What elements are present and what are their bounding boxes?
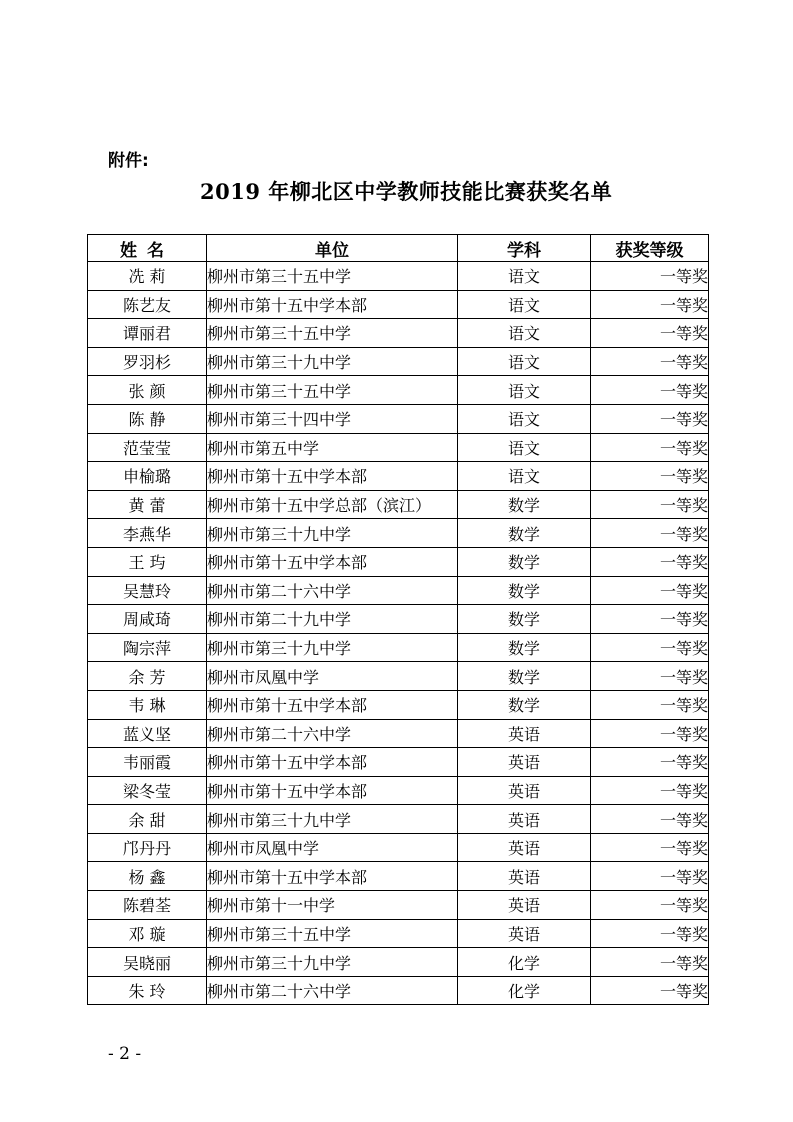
cell-award: 一等奖 bbox=[591, 347, 709, 376]
award-table bbox=[87, 234, 709, 1005]
cell-subject: 化学 bbox=[458, 976, 591, 1005]
table-row bbox=[88, 862, 709, 891]
cell-unit: 柳州市第三十九中学 bbox=[207, 948, 458, 977]
cell-award: 一等奖 bbox=[591, 605, 709, 634]
cell-unit: 柳州市第三十九中学 bbox=[207, 347, 458, 376]
cell-unit: 柳州市第三十九中学 bbox=[207, 805, 458, 834]
cell-name: 李燕华 bbox=[88, 519, 207, 548]
cell-subject: 语文 bbox=[458, 347, 591, 376]
table-row bbox=[88, 347, 709, 376]
cell-name: 罗羽杉 bbox=[88, 347, 207, 376]
cell-name: 冼 莉 bbox=[88, 262, 207, 291]
cell-award: 一等奖 bbox=[591, 690, 709, 719]
table-row bbox=[88, 776, 709, 805]
table-row bbox=[88, 748, 709, 777]
cell-name: 陈艺友 bbox=[88, 290, 207, 319]
cell-unit: 柳州市第十一中学 bbox=[207, 891, 458, 920]
header-subject: 学科 bbox=[458, 235, 591, 262]
cell-name: 蓝义坚 bbox=[88, 719, 207, 748]
page-title: 2019 年柳北区中学教师技能比赛获奖名单 bbox=[200, 179, 613, 204]
table-row bbox=[88, 547, 709, 576]
cell-award: 一等奖 bbox=[591, 462, 709, 491]
page-number: - 2 - bbox=[108, 1044, 142, 1064]
cell-subject: 化学 bbox=[458, 948, 591, 977]
cell-unit: 柳州市第三十九中学 bbox=[207, 519, 458, 548]
cell-name: 吴晓丽 bbox=[88, 948, 207, 977]
cell-name: 韦丽霞 bbox=[88, 748, 207, 777]
table-row bbox=[88, 376, 709, 405]
cell-subject: 语文 bbox=[458, 319, 591, 348]
cell-award: 一等奖 bbox=[591, 290, 709, 319]
cell-subject: 英语 bbox=[458, 748, 591, 777]
cell-award: 一等奖 bbox=[591, 891, 709, 920]
cell-subject: 数学 bbox=[458, 547, 591, 576]
cell-unit: 柳州市第十五中学本部 bbox=[207, 748, 458, 777]
cell-award: 一等奖 bbox=[591, 662, 709, 691]
cell-award: 一等奖 bbox=[591, 404, 709, 433]
cell-subject: 语文 bbox=[458, 262, 591, 291]
table-body bbox=[88, 262, 709, 1005]
cell-subject: 数学 bbox=[458, 576, 591, 605]
cell-award: 一等奖 bbox=[591, 748, 709, 777]
cell-award: 一等奖 bbox=[591, 948, 709, 977]
cell-award: 一等奖 bbox=[591, 576, 709, 605]
cell-award: 一等奖 bbox=[591, 262, 709, 291]
cell-name: 陈碧荃 bbox=[88, 891, 207, 920]
cell-award: 一等奖 bbox=[591, 633, 709, 662]
cell-unit: 柳州市第三十四中学 bbox=[207, 404, 458, 433]
cell-unit: 柳州市第五中学 bbox=[207, 433, 458, 462]
cell-name: 余 甜 bbox=[88, 805, 207, 834]
header-unit: 单位 bbox=[207, 235, 458, 262]
cell-award: 一等奖 bbox=[591, 976, 709, 1005]
table-row bbox=[88, 891, 709, 920]
header-award: 获奖等级 bbox=[591, 235, 709, 262]
table-row bbox=[88, 404, 709, 433]
cell-unit: 柳州市第三十五中学 bbox=[207, 376, 458, 405]
table-row bbox=[88, 319, 709, 348]
cell-award: 一等奖 bbox=[591, 805, 709, 834]
cell-unit: 柳州市第十五中学本部 bbox=[207, 862, 458, 891]
attachment-label: 附件: bbox=[108, 151, 149, 171]
cell-subject: 数学 bbox=[458, 690, 591, 719]
table-row bbox=[88, 605, 709, 634]
cell-subject: 英语 bbox=[458, 776, 591, 805]
cell-name: 王 玙 bbox=[88, 547, 207, 576]
cell-subject: 语文 bbox=[458, 404, 591, 433]
cell-name: 邝丹丹 bbox=[88, 833, 207, 862]
cell-name: 梁冬莹 bbox=[88, 776, 207, 805]
table-row bbox=[88, 833, 709, 862]
cell-award: 一等奖 bbox=[591, 490, 709, 519]
cell-subject: 英语 bbox=[458, 719, 591, 748]
cell-name: 杨 鑫 bbox=[88, 862, 207, 891]
table-row bbox=[88, 976, 709, 1005]
cell-unit: 柳州市第三十九中学 bbox=[207, 633, 458, 662]
cell-unit: 柳州市第十五中学本部 bbox=[207, 290, 458, 319]
cell-unit: 柳州市凤凰中学 bbox=[207, 662, 458, 691]
cell-subject: 数学 bbox=[458, 605, 591, 634]
table-row bbox=[88, 690, 709, 719]
cell-unit: 柳州市第十五中学本部 bbox=[207, 462, 458, 491]
cell-name: 谭丽君 bbox=[88, 319, 207, 348]
cell-unit: 柳州市第二十六中学 bbox=[207, 719, 458, 748]
table-row bbox=[88, 662, 709, 691]
cell-award: 一等奖 bbox=[591, 776, 709, 805]
table-row bbox=[88, 519, 709, 548]
cell-name: 周咸琦 bbox=[88, 605, 207, 634]
cell-subject: 语文 bbox=[458, 433, 591, 462]
table-row bbox=[88, 919, 709, 948]
header-name: 姓名 bbox=[88, 235, 207, 262]
cell-name: 陈 静 bbox=[88, 404, 207, 433]
cell-name: 韦 琳 bbox=[88, 690, 207, 719]
cell-award: 一等奖 bbox=[591, 519, 709, 548]
cell-name: 范莹莹 bbox=[88, 433, 207, 462]
table-header-row bbox=[88, 235, 709, 262]
cell-award: 一等奖 bbox=[591, 862, 709, 891]
cell-unit: 柳州市第十五中学本部 bbox=[207, 547, 458, 576]
cell-name: 邓 璇 bbox=[88, 919, 207, 948]
cell-subject: 英语 bbox=[458, 805, 591, 834]
cell-unit: 柳州市第三十五中学 bbox=[207, 919, 458, 948]
cell-subject: 英语 bbox=[458, 833, 591, 862]
cell-name: 余 芳 bbox=[88, 662, 207, 691]
cell-unit: 柳州市第十五中学总部（滨江） bbox=[207, 490, 458, 519]
table-row bbox=[88, 490, 709, 519]
cell-award: 一等奖 bbox=[591, 376, 709, 405]
cell-unit: 柳州市第三十五中学 bbox=[207, 262, 458, 291]
cell-award: 一等奖 bbox=[591, 319, 709, 348]
cell-name: 吴慧玲 bbox=[88, 576, 207, 605]
cell-name: 朱 玲 bbox=[88, 976, 207, 1005]
cell-subject: 语文 bbox=[458, 376, 591, 405]
cell-award: 一等奖 bbox=[591, 919, 709, 948]
table-row bbox=[88, 576, 709, 605]
cell-unit: 柳州市第十五中学本部 bbox=[207, 690, 458, 719]
cell-unit: 柳州市凤凰中学 bbox=[207, 833, 458, 862]
cell-subject: 数学 bbox=[458, 662, 591, 691]
table-row bbox=[88, 719, 709, 748]
cell-name: 黄 蕾 bbox=[88, 490, 207, 519]
cell-subject: 语文 bbox=[458, 290, 591, 319]
cell-unit: 柳州市第三十五中学 bbox=[207, 319, 458, 348]
table-row bbox=[88, 290, 709, 319]
cell-unit: 柳州市第二十六中学 bbox=[207, 976, 458, 1005]
cell-unit: 柳州市第二十六中学 bbox=[207, 576, 458, 605]
cell-subject: 英语 bbox=[458, 862, 591, 891]
cell-subject: 数学 bbox=[458, 633, 591, 662]
cell-name: 申榆璐 bbox=[88, 462, 207, 491]
cell-name: 张 颜 bbox=[88, 376, 207, 405]
cell-subject: 数学 bbox=[458, 519, 591, 548]
cell-unit: 柳州市第十五中学本部 bbox=[207, 776, 458, 805]
cell-award: 一等奖 bbox=[591, 719, 709, 748]
table-row bbox=[88, 805, 709, 834]
table-row bbox=[88, 262, 709, 291]
cell-subject: 英语 bbox=[458, 891, 591, 920]
cell-award: 一等奖 bbox=[591, 833, 709, 862]
table-row bbox=[88, 433, 709, 462]
cell-unit: 柳州市第二十九中学 bbox=[207, 605, 458, 634]
table-row bbox=[88, 633, 709, 662]
cell-subject: 英语 bbox=[458, 919, 591, 948]
cell-name: 陶宗萍 bbox=[88, 633, 207, 662]
cell-award: 一等奖 bbox=[591, 433, 709, 462]
table-row bbox=[88, 948, 709, 977]
cell-subject: 语文 bbox=[458, 462, 591, 491]
cell-subject: 数学 bbox=[458, 490, 591, 519]
cell-award: 一等奖 bbox=[591, 547, 709, 576]
table-row bbox=[88, 462, 709, 491]
